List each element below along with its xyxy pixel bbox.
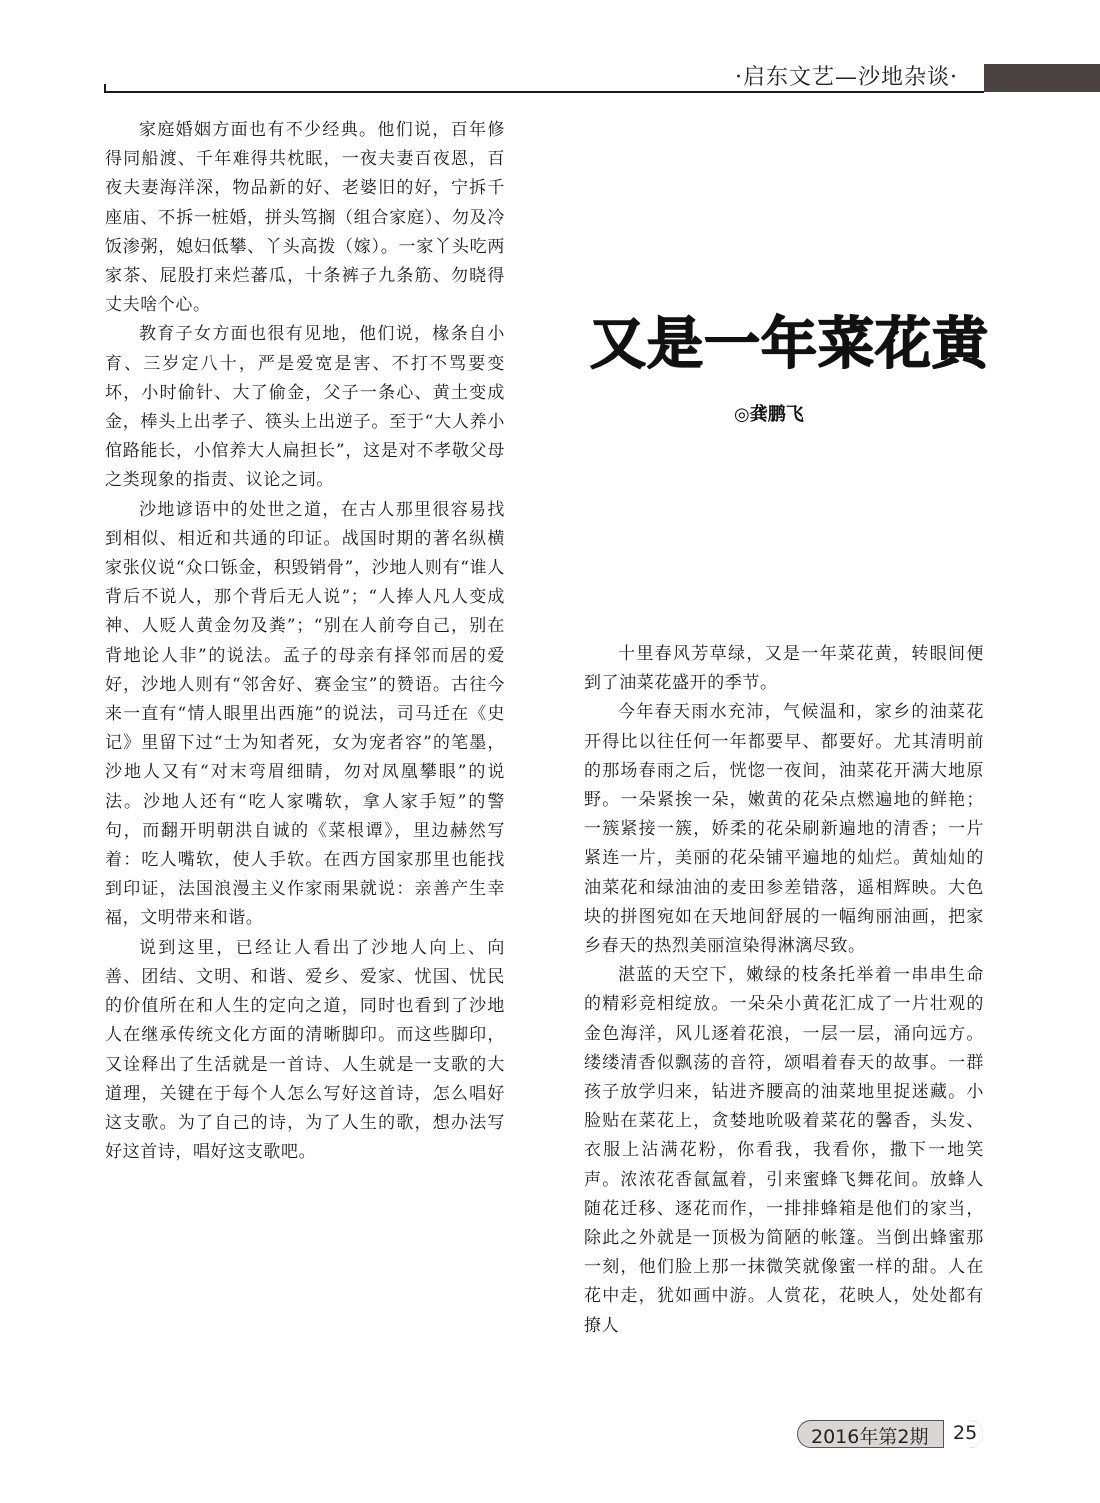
header-rule	[104, 91, 984, 93]
paragraph: 说到这里，已经让人看出了沙地人向上、向善、团结、文明、和谐、爱乡、爱家、忧国、忧民的价值所在和人生的定向之道，同时也看到了沙地人在继承传统文化方面的清晰脚印。而这些脚印，又诠释出了生活就是一首诗、人生就是一支歌的大道理，关键在于每个人怎么写好这首诗，怎么唱好这支歌。为了自己的诗，为了人生的歌，想办法写好这首诗，唱好这支歌吧。	[105, 937, 505, 1163]
article-title: 又是一年菜花黄	[590, 312, 989, 377]
paragraph: 家庭婚姻方面也有不少经典。他们说，百年修得同船渡、千年难得共枕眠，一夜夫妻百夜恩，百夜夫妻海洋深，物品新的好、老婆旧的好，宁拆千座庙、不拆一桩婚，拼头笃搁（组合家庭）、勿及冷饭渗粥，媳妇低攀、丫头高拨（嫁）。一家丫头吃两家茶、屁股打来烂蕃瓜，十条裤子九条筋、勿晓得丈夫啥个心。	[105, 120, 505, 316]
paragraph: 沙地谚语中的处世之道，在古人那里很容易找到相似、相近和共通的印证。战国时期的著名纵横家张仪说“众口铄金，积毁销骨”，沙地人则有“谁人背后不说人，那个背后无人说”；“人捧人凡人变成神、人贬人黄金勿及粪”；“别在人前夸自己，别在背地论人非”的说法。孟子的母亲有择邻而居的爱好，沙地人则有“邻舍好、赛金宝”的赞语。古往今来一直有“情人眼里出西施”的说法，司马迁在《史记》里留下过“士为知者死，女为宠者容”的笔墨，沙地人又有“对末弯眉细睛，勿对凤凰攀眼”的说法。沙地人还有“吃人家嘴软，拿人家手短”的警句，而翻开明朝洪自诚的《菜根谭》，里边赫然写着：吃人嘴软，使人手软。在西方国家那里也能找到印证，法国浪漫主义作家雨果就说：亲善产生幸福，文明带来和谐。	[105, 499, 505, 929]
section-title: ·启东文艺—沙地杂谈·	[735, 65, 958, 90]
author-byline: ◎龚鹏飞	[734, 404, 804, 425]
left-column	[105, 116, 505, 1167]
header-color-bar	[984, 64, 1100, 92]
paragraph: 湛蓝的天空下，嫩绿的枝条托举着一串串生命的精彩竞相绽放。一朵朵小黄花汇成了一片壮观的金色海洋，风儿逐着花浪，一层一层，涌向远方。缕缕清香似飘荡的音符，颂唱着春天的故事。一群孩子放学归来，钻进齐腰高的油菜地里捉迷藏。小脸贴在菜花上，贪婪地吮吸着菜花的馨香，头发、衣服上沾满花粉，你看我，我看你，撒下一地笑声。浓浓花香氤氲着，引来蜜蜂飞舞花间。放蜂人随花迁移、逐花而作，一排排蜂箱是他们的家当，除此之外就是一顶极为简陋的帐篷。当倒出蜂蜜那一刻，他们脸上那一抹微笑就像蜜一样的甜。人在花中走，犹如画中游。人赏花，花映人，处处都有撩人	[584, 965, 984, 1336]
paragraph: 十里春风芳草绿，又是一年菜花黄，转眼间便到了油菜花盛开的季节。	[584, 644, 984, 694]
page-number: 25	[953, 1422, 978, 1444]
page-footer	[797, 1420, 983, 1448]
paragraph: 今年春天雨水充沛，气候温和，家乡的油菜花开得比以往任何一年都要早、都要好。尤其清明前的那场春雨之后，恍惚一夜间，油菜花开满大地原野。一朵紧挨一朵，嫩黄的花朵点燃遍地的鲜艳；一簇紧接一簇，娇柔的花朵刷新遍地的清香；一片紧连一片，美丽的花朵铺平遍地的灿烂。黄灿灿的油菜花和绿油油的麦田参差错落，遥相辉映。大色块的拼图宛如在天地间舒展的一幅绚丽油画，把家乡春天的热烈美丽渲染得淋漓尽致。	[584, 702, 984, 957]
issue-label: 2016年第2期	[811, 1426, 929, 1448]
right-column	[584, 640, 984, 1341]
paragraph: 教育子女方面也很有见地，他们说，椽条自小育、三岁定八十，严是爱宽是害、不打不骂要变坏，小时偷针、大了偷金，父子一条心、黄土变成金，棒头上出孝子、筷头上出逆子。至于“大人养小倌路能长，小倌养大人扁担长”，这是对不孝敬父母之类现象的指责、议论之词。	[105, 324, 505, 491]
